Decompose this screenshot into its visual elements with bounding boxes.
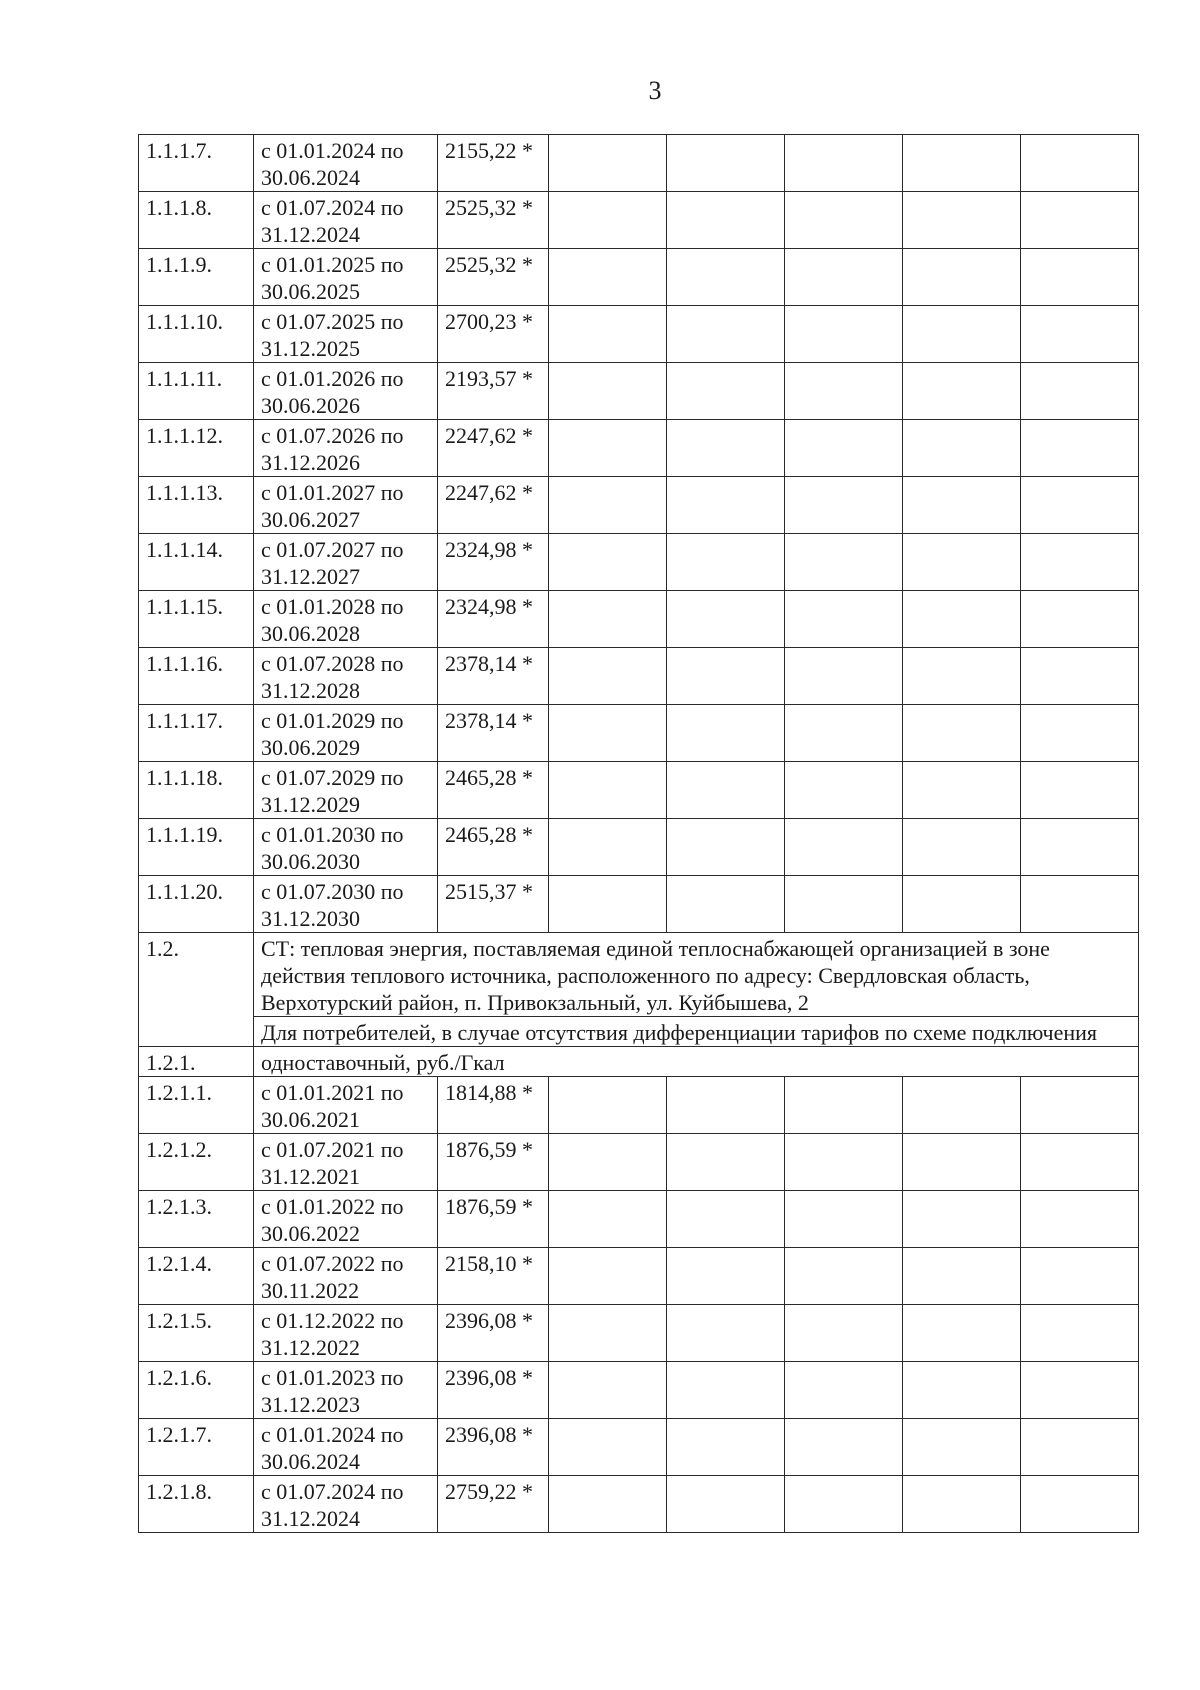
empty-cell: [785, 363, 903, 420]
empty-cell: [549, 1134, 667, 1191]
empty-cell: [549, 192, 667, 249]
empty-cell: [785, 306, 903, 363]
period-end: 30.06.2026: [261, 393, 360, 418]
tariff-value: 2396,08 *: [438, 1362, 549, 1419]
empty-cell: [1021, 363, 1139, 420]
empty-cell: [1021, 192, 1139, 249]
period-start: с 01.07.2021 по: [261, 1137, 404, 1162]
period-cell: [254, 363, 438, 420]
empty-cell: [785, 1362, 903, 1419]
period-cell: [254, 648, 438, 705]
empty-cell: [903, 762, 1021, 819]
empty-cell: [549, 249, 667, 306]
empty-cell: [1021, 1077, 1139, 1134]
empty-cell: [785, 1419, 903, 1476]
empty-cell: [667, 1419, 785, 1476]
period-end: 31.12.2030: [261, 906, 360, 931]
table-row: [139, 705, 1139, 762]
tariff-rows-section-1-2-1: [139, 1077, 1139, 1533]
table-row: [139, 477, 1139, 534]
tariff-value: 2193,57 *: [438, 363, 549, 420]
period-cell: [254, 192, 438, 249]
period-start: с 01.07.2027 по: [261, 537, 404, 562]
section-header-row: [139, 933, 1139, 1017]
empty-cell: [667, 648, 785, 705]
period-end: 30.06.2024: [261, 165, 360, 190]
empty-cell: [549, 591, 667, 648]
table-row: [139, 1305, 1139, 1362]
empty-cell: [667, 1305, 785, 1362]
empty-cell: [549, 135, 667, 192]
empty-cell: [785, 192, 903, 249]
empty-cell: [903, 135, 1021, 192]
empty-cell: [1021, 762, 1139, 819]
empty-cell: [1021, 1191, 1139, 1248]
period-start: с 01.01.2026 по: [261, 366, 404, 391]
row-number: 1.1.1.8.: [139, 192, 254, 249]
subsection-header-row: [139, 1047, 1139, 1077]
tariff-value: 2525,32 *: [438, 249, 549, 306]
period-end: 31.12.2025: [261, 336, 360, 361]
period-start: с 01.07.2024 по: [261, 1479, 404, 1504]
period-start: с 01.01.2028 по: [261, 594, 404, 619]
tariff-value: 2155,22 *: [438, 135, 549, 192]
empty-cell: [1021, 1476, 1139, 1533]
subsection-number: 1.2.1.: [139, 1047, 254, 1077]
period-start: с 01.07.2029 по: [261, 765, 404, 790]
empty-cell: [1021, 819, 1139, 876]
period-cell: [254, 1191, 438, 1248]
empty-cell: [549, 1362, 667, 1419]
period-cell: [254, 420, 438, 477]
table-row: [139, 534, 1139, 591]
row-number: 1.2.1.6.: [139, 1362, 254, 1419]
table-row: [139, 1134, 1139, 1191]
empty-cell: [1021, 534, 1139, 591]
row-number: 1.2.1.4.: [139, 1248, 254, 1305]
empty-cell: [903, 1077, 1021, 1134]
period-start: с 01.01.2030 по: [261, 822, 404, 847]
tariff-value: 2465,28 *: [438, 819, 549, 876]
empty-cell: [785, 534, 903, 591]
empty-cell: [1021, 876, 1139, 933]
empty-cell: [785, 1305, 903, 1362]
empty-cell: [785, 1476, 903, 1533]
table-row: [139, 192, 1139, 249]
empty-cell: [903, 192, 1021, 249]
empty-cell: [667, 192, 785, 249]
empty-cell: [667, 819, 785, 876]
row-number: 1.1.1.16.: [139, 648, 254, 705]
empty-cell: [785, 591, 903, 648]
row-number: 1.1.1.15.: [139, 591, 254, 648]
tariff-value: 2700,23 *: [438, 306, 549, 363]
period-start: с 01.07.2025 по: [261, 309, 404, 334]
row-number: 1.2.1.8.: [139, 1476, 254, 1533]
tariff-value: 2396,08 *: [438, 1305, 549, 1362]
section-subtitle: Для потребителей, в случае отсутствия дифференциации тарифов по схеме подключения: [254, 1017, 1139, 1047]
empty-cell: [903, 648, 1021, 705]
period-end: 31.12.2028: [261, 678, 360, 703]
row-number: 1.1.1.10.: [139, 306, 254, 363]
empty-cell: [785, 1077, 903, 1134]
empty-cell: [1021, 591, 1139, 648]
period-end: 31.12.2023: [261, 1392, 360, 1417]
period-end: 30.11.2022: [261, 1278, 360, 1303]
empty-cell: [903, 1362, 1021, 1419]
row-number: 1.2.1.1.: [139, 1077, 254, 1134]
empty-cell: [903, 363, 1021, 420]
period-end: 30.06.2021: [261, 1107, 360, 1132]
tariff-value: 2324,98 *: [438, 534, 549, 591]
row-number: 1.2.1.5.: [139, 1305, 254, 1362]
period-start: с 01.01.2022 по: [261, 1194, 404, 1219]
tariff-value: 1814,88 *: [438, 1077, 549, 1134]
empty-cell: [667, 1134, 785, 1191]
tariff-value: 2396,08 *: [438, 1419, 549, 1476]
period-start: с 01.01.2024 по: [261, 1422, 404, 1447]
period-cell: [254, 1476, 438, 1533]
section-title: СТ: тепловая энергия, поставляемая единой теплоснабжающей организацией в зоне действия теплового источника, расположенного по адресу: Свердловская область, Верхотурский район, п. Привокзальный, ул. Куйбышева, 2: [254, 933, 1139, 1017]
period-start: с 01.07.2022 по: [261, 1251, 404, 1276]
table-row: [139, 249, 1139, 306]
tariff-value: 2515,37 *: [438, 876, 549, 933]
tariff-value: 1876,59 *: [438, 1191, 549, 1248]
period-cell: [254, 1077, 438, 1134]
period-end: 31.12.2024: [261, 222, 360, 247]
tariff-value: 2378,14 *: [438, 705, 549, 762]
empty-cell: [1021, 1134, 1139, 1191]
period-cell: [254, 1305, 438, 1362]
row-number: 1.1.1.19.: [139, 819, 254, 876]
empty-cell: [903, 1305, 1021, 1362]
period-cell: [254, 1248, 438, 1305]
empty-cell: [903, 1248, 1021, 1305]
empty-cell: [785, 1248, 903, 1305]
empty-cell: [903, 1419, 1021, 1476]
row-number: 1.2.1.2.: [139, 1134, 254, 1191]
empty-cell: [667, 363, 785, 420]
row-number: 1.1.1.7.: [139, 135, 254, 192]
empty-cell: [549, 1248, 667, 1305]
empty-cell: [903, 534, 1021, 591]
row-number: 1.1.1.14.: [139, 534, 254, 591]
empty-cell: [549, 420, 667, 477]
empty-cell: [903, 477, 1021, 534]
empty-cell: [549, 534, 667, 591]
empty-cell: [903, 1191, 1021, 1248]
section-number: 1.2.: [139, 933, 254, 1047]
empty-cell: [785, 1134, 903, 1191]
empty-cell: [1021, 306, 1139, 363]
period-start: с 01.01.2023 по: [261, 1365, 404, 1390]
row-number: 1.1.1.17.: [139, 705, 254, 762]
tariff-value: 1876,59 *: [438, 1134, 549, 1191]
empty-cell: [785, 249, 903, 306]
empty-cell: [785, 135, 903, 192]
period-end: 31.12.2029: [261, 792, 360, 817]
empty-cell: [549, 1077, 667, 1134]
subsection-title: одноставочный, руб./Гкал: [254, 1047, 1139, 1077]
empty-cell: [549, 1191, 667, 1248]
empty-cell: [785, 648, 903, 705]
period-end: 31.12.2021: [261, 1164, 360, 1189]
empty-cell: [903, 306, 1021, 363]
period-start: с 01.01.2024 по: [261, 138, 404, 163]
period-end: 31.12.2026: [261, 450, 360, 475]
table-row: [139, 876, 1139, 933]
empty-cell: [549, 363, 667, 420]
empty-cell: [667, 420, 785, 477]
period-start: с 01.07.2026 по: [261, 423, 404, 448]
empty-cell: [785, 1191, 903, 1248]
period-cell: [254, 1134, 438, 1191]
section-1-2: [139, 933, 1139, 1077]
empty-cell: [903, 1134, 1021, 1191]
period-end: 30.06.2027: [261, 507, 360, 532]
empty-cell: [785, 477, 903, 534]
empty-cell: [1021, 1362, 1139, 1419]
tariff-value: 2465,28 *: [438, 762, 549, 819]
period-cell: [254, 819, 438, 876]
empty-cell: [549, 762, 667, 819]
empty-cell: [667, 1077, 785, 1134]
tariff-table-container: [138, 134, 1138, 1533]
period-end: 30.06.2028: [261, 621, 360, 646]
period-cell: [254, 249, 438, 306]
table-row: [139, 420, 1139, 477]
row-number: 1.1.1.12.: [139, 420, 254, 477]
empty-cell: [1021, 1419, 1139, 1476]
empty-cell: [1021, 249, 1139, 306]
empty-cell: [667, 1248, 785, 1305]
empty-cell: [549, 1476, 667, 1533]
period-start: с 01.01.2027 по: [261, 480, 404, 505]
row-number: 1.1.1.20.: [139, 876, 254, 933]
period-start: с 01.07.2030 по: [261, 879, 404, 904]
tariff-value: 2247,62 *: [438, 420, 549, 477]
empty-cell: [549, 1305, 667, 1362]
period-end: 30.06.2025: [261, 279, 360, 304]
period-cell: [254, 591, 438, 648]
period-start: с 01.07.2024 по: [261, 195, 404, 220]
row-number: 1.1.1.13.: [139, 477, 254, 534]
tariff-value: 2324,98 *: [438, 591, 549, 648]
table-row: [139, 1476, 1139, 1533]
tariff-rows-section-1-1: [139, 135, 1139, 933]
empty-cell: [549, 1419, 667, 1476]
empty-cell: [667, 1362, 785, 1419]
period-end: 30.06.2022: [261, 1221, 360, 1246]
table-row: [139, 591, 1139, 648]
empty-cell: [667, 477, 785, 534]
empty-cell: [1021, 705, 1139, 762]
empty-cell: [785, 762, 903, 819]
empty-cell: [667, 534, 785, 591]
period-end: 31.12.2022: [261, 1335, 360, 1360]
empty-cell: [1021, 648, 1139, 705]
period-cell: [254, 762, 438, 819]
tariff-value: 2378,14 *: [438, 648, 549, 705]
row-number: 1.2.1.7.: [139, 1419, 254, 1476]
period-cell: [254, 534, 438, 591]
table-row: [139, 1248, 1139, 1305]
empty-cell: [785, 819, 903, 876]
row-number: 1.2.1.3.: [139, 1191, 254, 1248]
empty-cell: [903, 876, 1021, 933]
empty-cell: [549, 876, 667, 933]
table-row: [139, 762, 1139, 819]
empty-cell: [667, 705, 785, 762]
empty-cell: [1021, 135, 1139, 192]
empty-cell: [667, 135, 785, 192]
empty-cell: [1021, 1248, 1139, 1305]
empty-cell: [785, 876, 903, 933]
empty-cell: [785, 420, 903, 477]
table-row: [139, 1077, 1139, 1134]
empty-cell: [903, 591, 1021, 648]
period-end: 31.12.2024: [261, 1506, 360, 1531]
row-number: 1.1.1.11.: [139, 363, 254, 420]
period-end: 30.06.2029: [261, 735, 360, 760]
empty-cell: [903, 249, 1021, 306]
table-row: [139, 819, 1139, 876]
table-row: [139, 135, 1139, 192]
empty-cell: [667, 249, 785, 306]
empty-cell: [903, 420, 1021, 477]
empty-cell: [903, 819, 1021, 876]
table-row: [139, 363, 1139, 420]
tariff-table: [138, 134, 1139, 1533]
period-cell: [254, 1419, 438, 1476]
empty-cell: [667, 591, 785, 648]
empty-cell: [667, 762, 785, 819]
empty-cell: [667, 306, 785, 363]
empty-cell: [1021, 420, 1139, 477]
empty-cell: [1021, 477, 1139, 534]
empty-cell: [549, 477, 667, 534]
empty-cell: [785, 705, 903, 762]
period-cell: [254, 135, 438, 192]
tariff-value: 2759,22 *: [438, 1476, 549, 1533]
period-start: с 01.01.2021 по: [261, 1080, 404, 1105]
table-row: [139, 1191, 1139, 1248]
empty-cell: [667, 1191, 785, 1248]
period-end: 30.06.2024: [261, 1449, 360, 1474]
row-number: 1.1.1.18.: [139, 762, 254, 819]
empty-cell: [667, 876, 785, 933]
empty-cell: [667, 1476, 785, 1533]
table-row: [139, 1419, 1139, 1476]
period-end: 31.12.2027: [261, 564, 360, 589]
table-row: [139, 648, 1139, 705]
empty-cell: [903, 705, 1021, 762]
period-end: 30.06.2030: [261, 849, 360, 874]
empty-cell: [549, 705, 667, 762]
tariff-value: 2158,10 *: [438, 1248, 549, 1305]
period-start: с 01.01.2025 по: [261, 252, 404, 277]
period-cell: [254, 705, 438, 762]
period-start: с 01.12.2022 по: [261, 1308, 404, 1333]
period-start: с 01.07.2028 по: [261, 651, 404, 676]
section-subtitle-row: [139, 1017, 1139, 1047]
tariff-value: 2525,32 *: [438, 192, 549, 249]
empty-cell: [903, 1476, 1021, 1533]
table-row: [139, 306, 1139, 363]
period-cell: [254, 306, 438, 363]
table-row: [139, 1362, 1139, 1419]
row-number: 1.1.1.9.: [139, 249, 254, 306]
tariff-value: 2247,62 *: [438, 477, 549, 534]
period-cell: [254, 876, 438, 933]
period-cell: [254, 477, 438, 534]
period-cell: [254, 1362, 438, 1419]
empty-cell: [549, 306, 667, 363]
empty-cell: [549, 819, 667, 876]
page-number: 3: [648, 76, 662, 105]
empty-cell: [549, 648, 667, 705]
period-start: с 01.01.2029 по: [261, 708, 404, 733]
empty-cell: [1021, 1305, 1139, 1362]
